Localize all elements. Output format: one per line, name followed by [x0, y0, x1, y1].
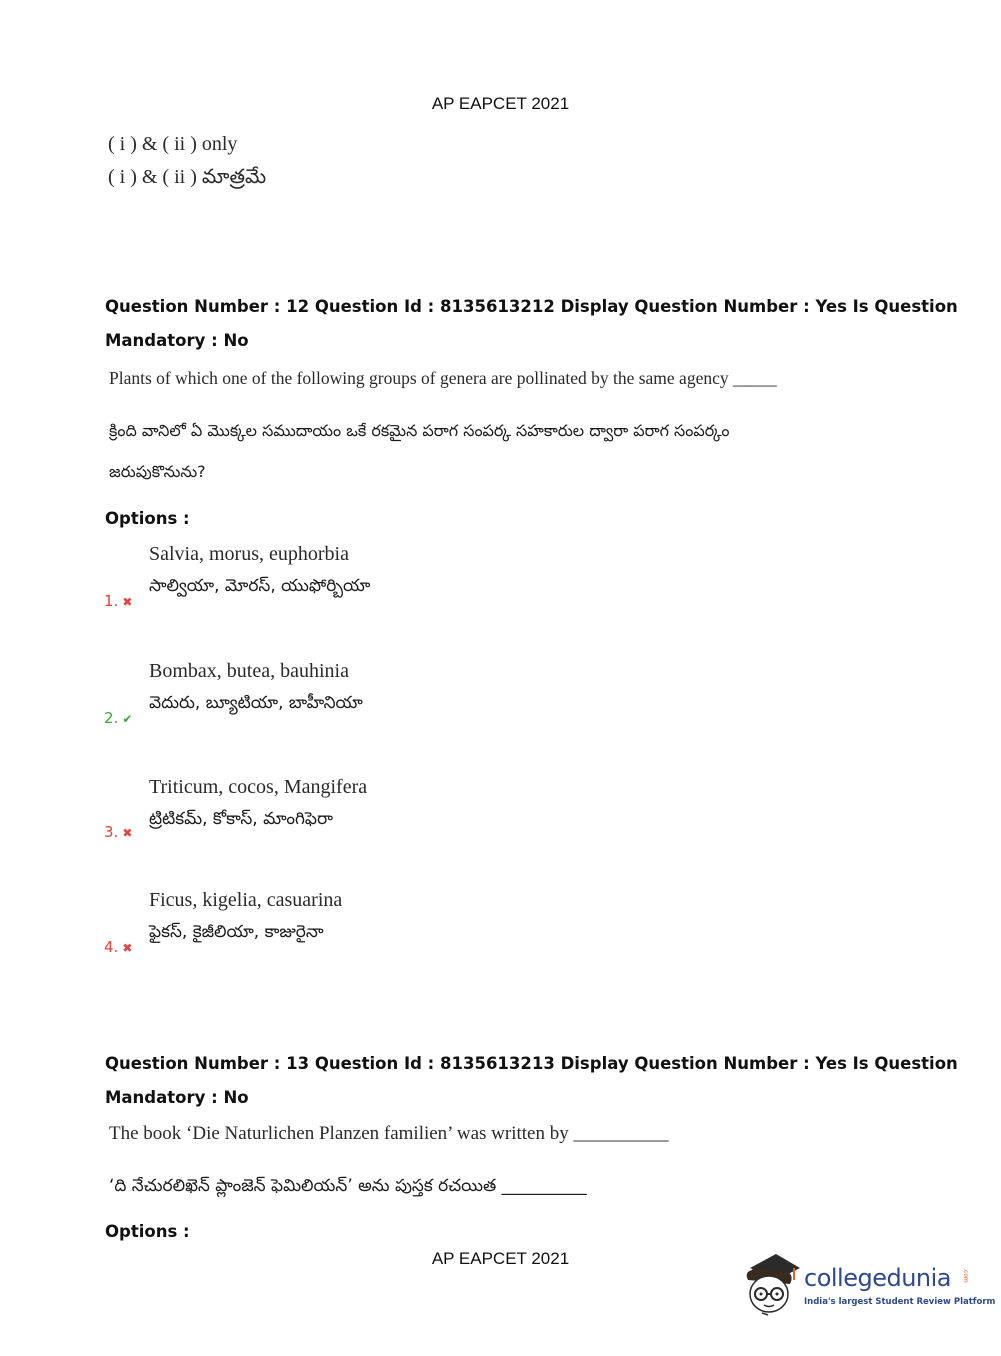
q12-text-telugu-line1: క్రింది వానిలో ఏ మొక్కల సముదాయం ఒకే రకమైన పరాగ సంపర్క సహకారుల ద్వారా పరాగ సంపర్కం — [109, 421, 730, 440]
q12-text-english: Plants of which one of the following groups of genera are pollinated by the same agency _____ — [109, 368, 777, 388]
prev-answer-telugu: ( i ) & ( ii ) మాత్రమే — [108, 166, 267, 188]
cross-icon: ✖ — [122, 826, 133, 840]
q12-option-3-english: Triticum, cocos, Mangifera — [149, 776, 368, 798]
collegedunia-logo — [742, 1250, 996, 1320]
q13-text-english: The book ‘Die Naturlichen Planzen familien’ was written by __________ — [109, 1123, 669, 1144]
q12-meta-line2: Mandatory : No — [105, 331, 249, 350]
logo-tagline: India's largest Student Review Platform — [804, 1297, 996, 1307]
q12-option-1-number — [104, 592, 132, 610]
logo-wordmark: collegedunia — [804, 1264, 952, 1292]
q12-option-1-english: Salvia, morus, euphorbia — [149, 543, 349, 565]
q13-meta-line2: Mandatory : No — [105, 1088, 249, 1107]
q13-text-telugu: ‘ది నేచురలిఖెన్ ప్లాంజెన్ ఫెమిలియన్’ అను పుస్తక రచయిత __________ — [109, 1176, 587, 1196]
prev-answer-english: ( i ) & ( ii ) only — [108, 133, 238, 155]
option-number: 4. — [104, 938, 119, 956]
q12-option-4-english: Ficus, kigelia, casuarina — [149, 889, 343, 911]
mascot-icon — [742, 1250, 802, 1316]
check-icon: ✔ — [122, 712, 133, 726]
page-header: AP EAPCET 2021 — [431, 94, 570, 113]
q12-meta-line1: Question Number : 12 Question Id : 8135613212 Display Question Number : Yes Is Question — [105, 297, 958, 316]
q12-option-4-number — [104, 938, 132, 956]
q12-option-2-telugu: వెదురు, బ్యూటియా, బాహీనియా — [149, 693, 363, 713]
q13-options-label: Options : — [105, 1222, 190, 1241]
q12-option-1-telugu: సాల్వియా, మోరస్, యుఫోర్బియా — [149, 576, 371, 596]
q13-meta-line1: Question Number : 13 Question Id : 8135613213 Display Question Number : Yes Is Question — [105, 1054, 958, 1073]
q12-options-label: Options : — [105, 509, 190, 528]
q12-option-2-english: Bombax, butea, bauhinia — [149, 660, 349, 682]
option-number: 2. — [104, 709, 119, 727]
q12-text-telugu-line2: జరుపుకొనును? — [109, 462, 206, 481]
logo-suffix: .com — [962, 1268, 969, 1283]
option-number: 1. — [104, 592, 119, 610]
q12-option-4-telugu: ఫైకస్, కైజీలియా, కాజురైనా — [149, 922, 324, 942]
cross-icon: ✖ — [122, 941, 133, 955]
q12-option-3-number — [104, 823, 132, 841]
q12-option-2-number — [104, 709, 132, 727]
page-footer: AP EAPCET 2021 — [431, 1249, 570, 1268]
option-number: 3. — [104, 823, 119, 841]
q12-option-3-telugu: ట్రిటికమ్, కోకాస్, మాంగిఫెరా — [149, 809, 333, 829]
cross-icon: ✖ — [122, 595, 133, 609]
